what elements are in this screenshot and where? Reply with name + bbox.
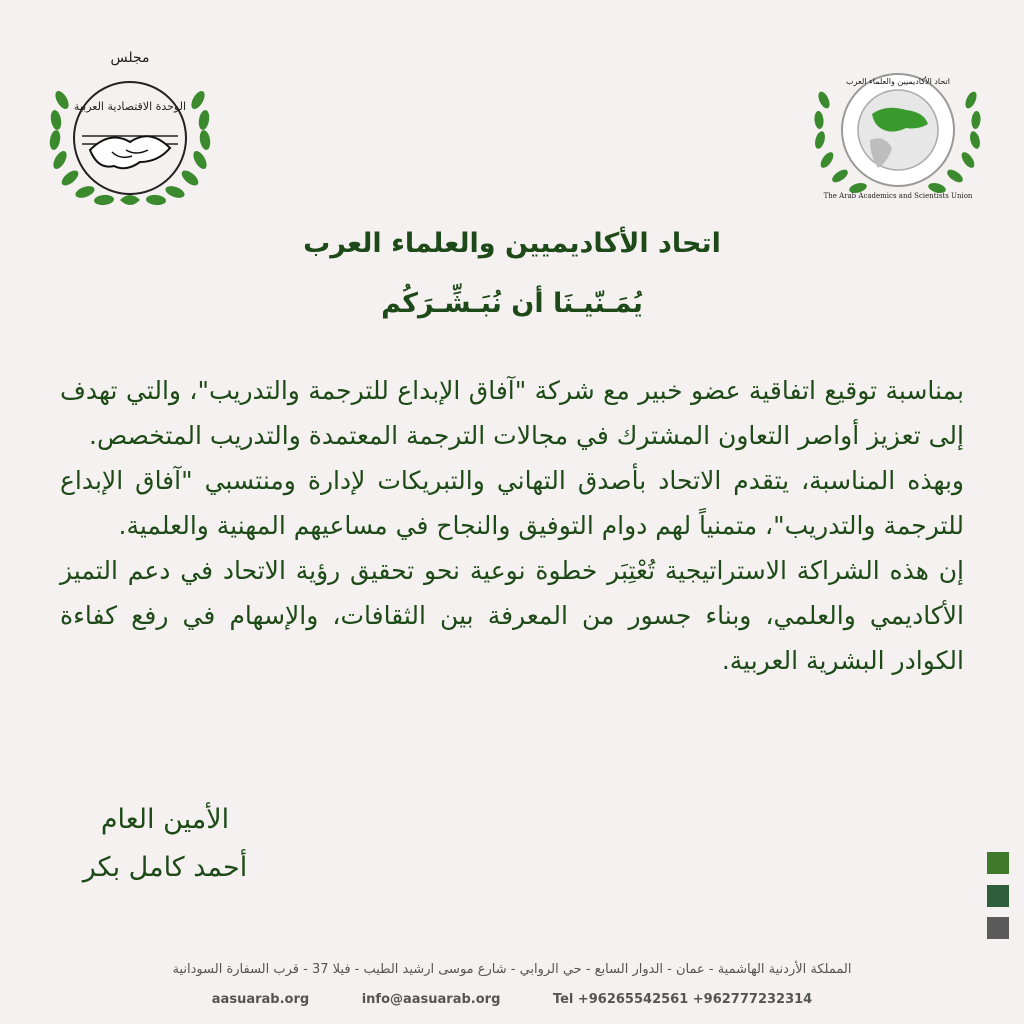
council-arab-economic-unity-logo: [42, 40, 218, 210]
footer-phone[interactable]: Tel +96265542561 +962777232314: [552, 992, 813, 1007]
footer-contacts: [0, 992, 1024, 1007]
organization-title: اتحاد الأكاديميين والعلماء العرب: [303, 228, 721, 259]
svg-text:اتحاد الأكاديميين والعلماء الع: اتحاد الأكاديميين والعلماء العرب: [846, 77, 950, 86]
paragraph-2: وبهذه المناسبة، يتقدم الاتحاد بأصدق التهاني والتبريكات لإدارة ومنتسبي "آفاق الإبداع للترجمة والتدريب"، متمنياً لهم دوام التوفيق والنجاح في مساعيهم المهنية والعلمية.: [60, 466, 964, 540]
footer-email[interactable]: info@aasuarab.org: [361, 992, 501, 1007]
signature-block: [60, 796, 270, 892]
footer-address: المملكة الأردنية الهاشمية - عمان - الدوار السابع - حي الروابي - شارع موسى ارشيد الطيب - فيلا 37 - قرب السفارة السودانية: [172, 962, 852, 977]
greeting-heading: يُمَـنّيـنَا أن نُبَـشِّـرَكُم: [381, 288, 643, 319]
paragraph-1: بمناسبة توقيع اتفاقية عضو خبير مع شركة "آفاق الإبداع للترجمة والتدريب"، والتي تهدف إلى تعزيز أواصر التعاون المشترك في مجالات الترجمة المعتمدة والتدريب المتخصص.: [60, 376, 964, 450]
announcement-body: [60, 368, 964, 683]
signature-name: أحمد كامل بكر: [82, 852, 248, 883]
decor-square-green: [987, 852, 1009, 874]
footer-website[interactable]: aasuarab.org: [211, 992, 310, 1007]
decor-square-gray: [987, 917, 1009, 939]
paragraph-3: إن هذه الشراكة الاستراتيجية تُعْتِبَر خطوة نوعية نحو تحقيق رؤية الاتحاد في دعم التميز الأكاديمي والعلمي، وبناء جسور من المعرفة بين الثقافات، والإسهام في رفع كفاءة الكوادر البشرية العربية.: [60, 556, 964, 675]
signature-role: الأمين العام: [100, 804, 230, 835]
arab-academics-union-logo: [810, 70, 985, 205]
svg-text:الوحدة الاقتصادية العربية: الوحدة الاقتصادية العربية: [73, 100, 187, 113]
decor-square-dark-green: [987, 885, 1009, 907]
svg-text:مجلس: مجلس: [110, 50, 150, 66]
svg-text:The Arab Academics and Scienti: The Arab Academics and Scientists Union: [823, 192, 973, 200]
